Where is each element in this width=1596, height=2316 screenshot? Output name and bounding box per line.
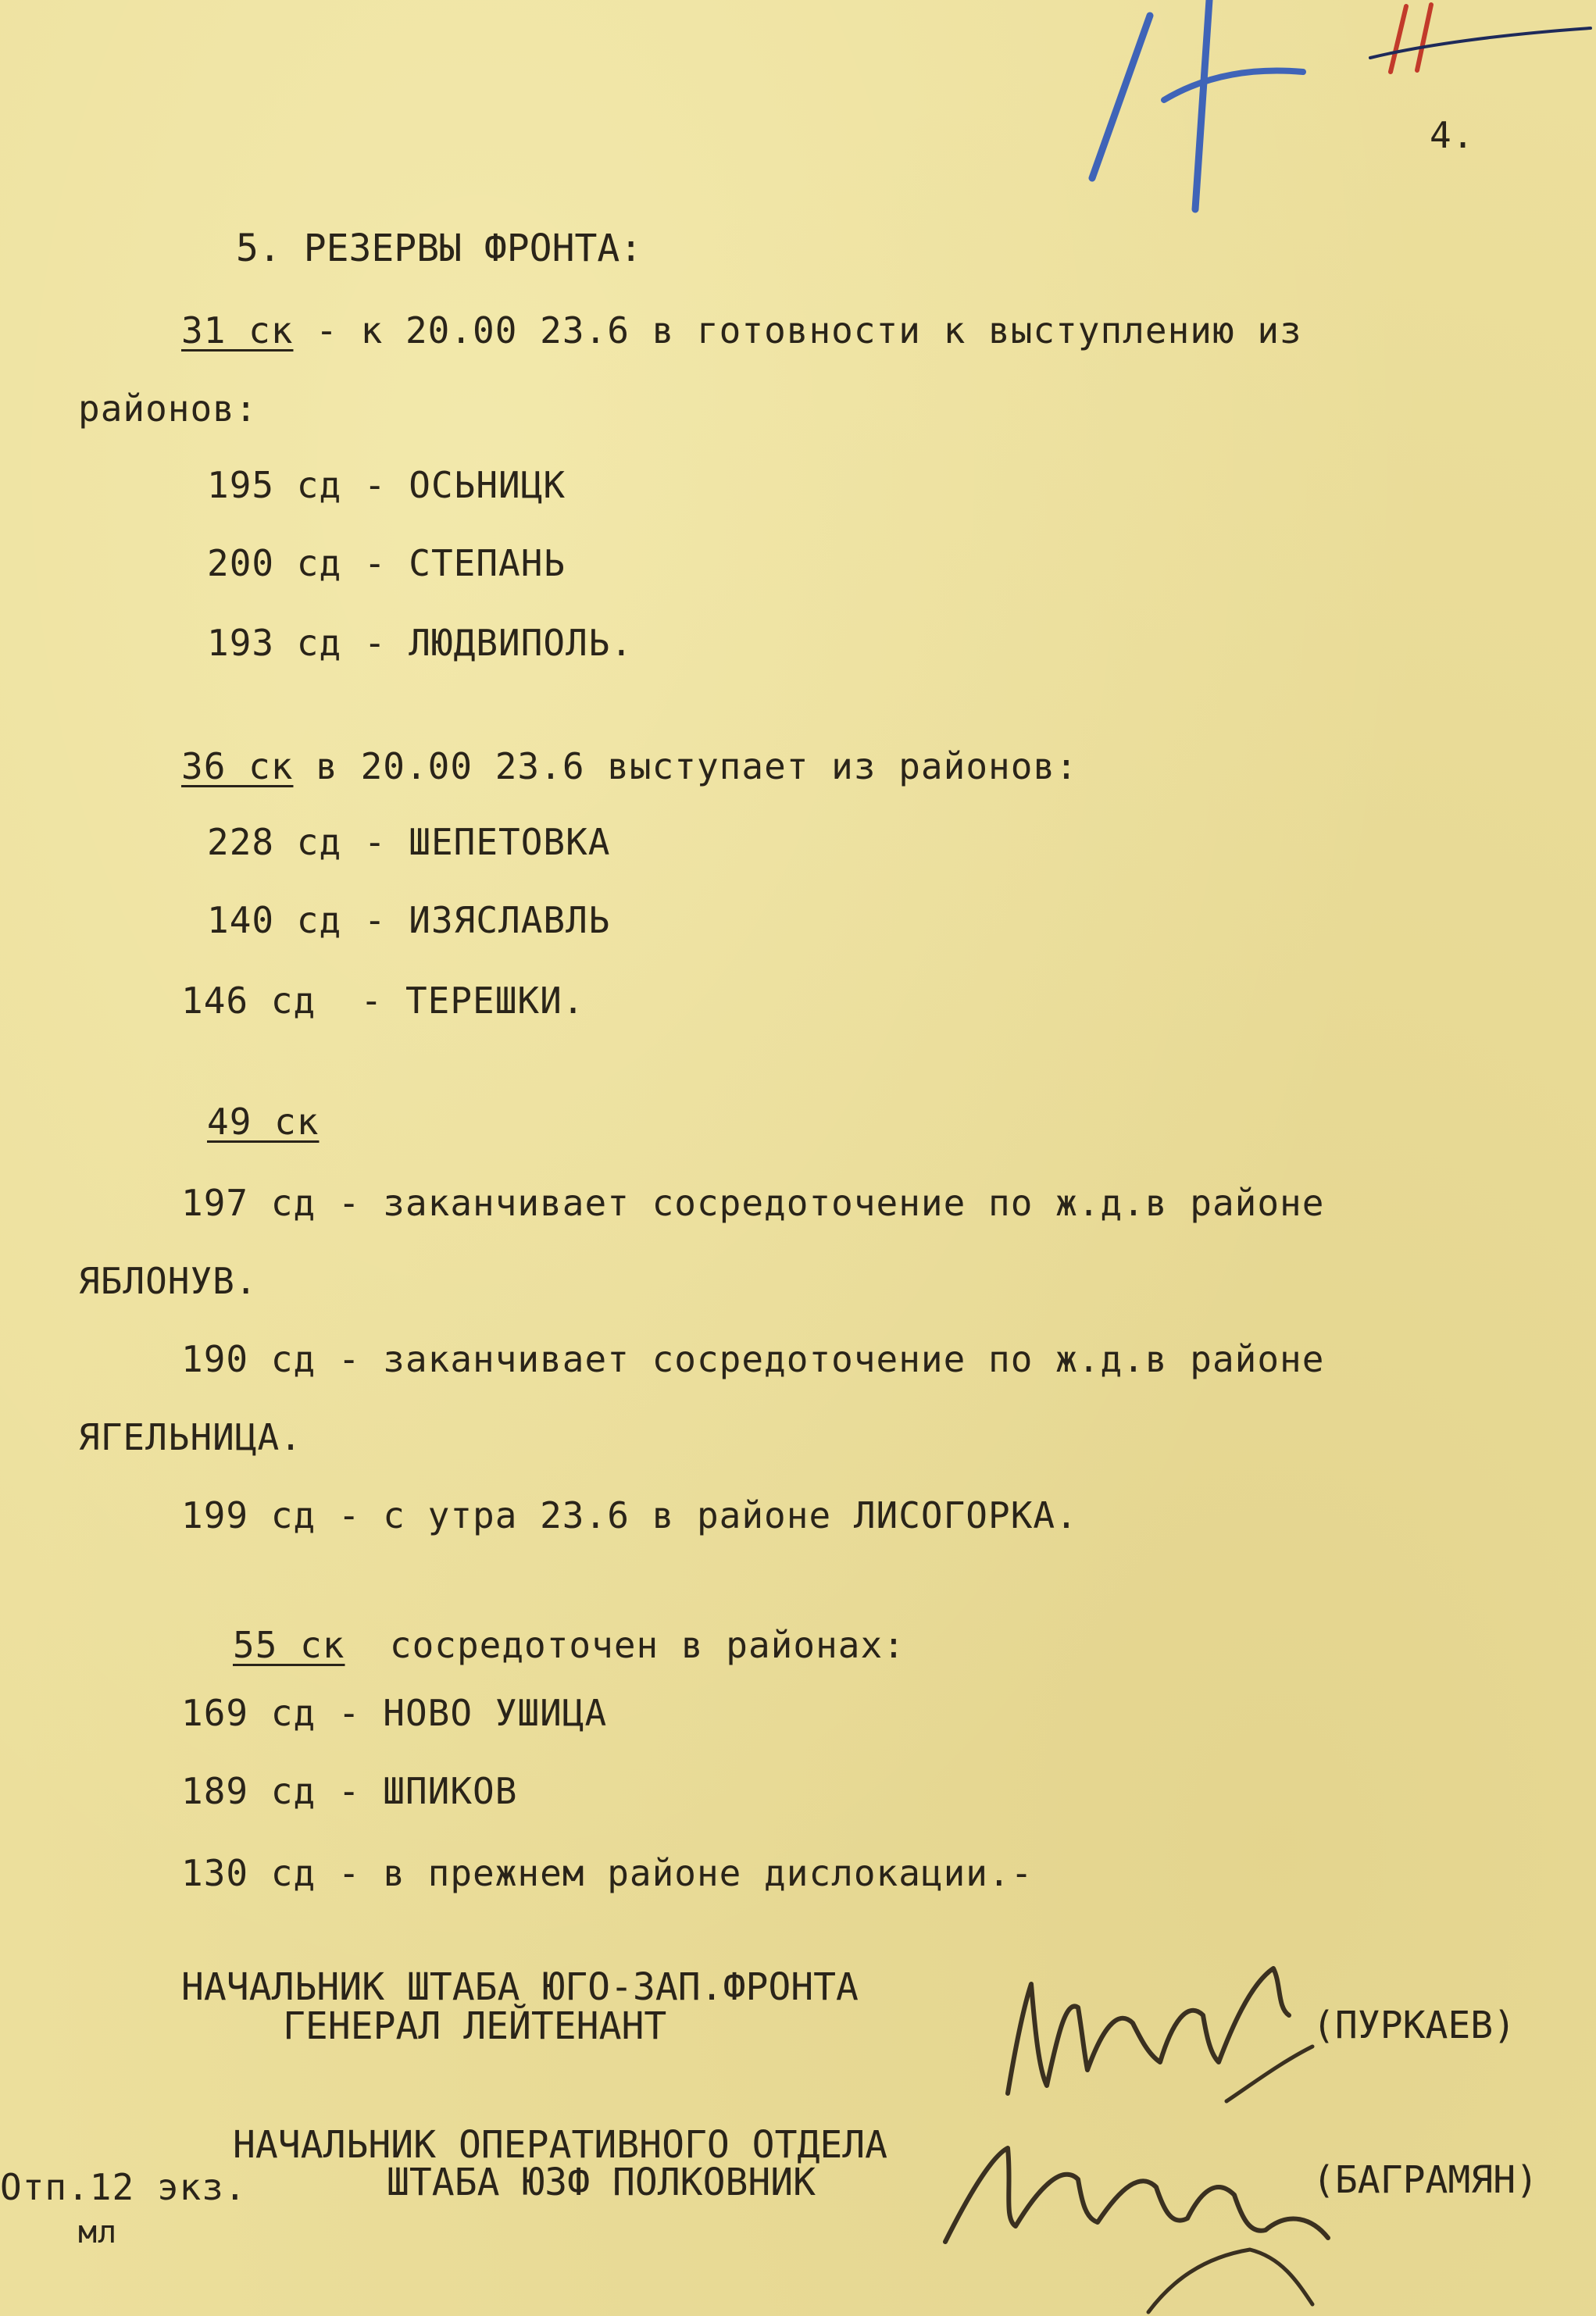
corps-36-division-2: 140 сд - ИЗЯСЛАВЛЬ bbox=[207, 899, 611, 941]
corps-49-line-2: ЯБЛОНУВ. bbox=[78, 1260, 258, 1302]
corps-31-text-cont: районов: bbox=[78, 387, 258, 430]
ops-chief-handwritten-signature bbox=[922, 2101, 1406, 2316]
corps-31-name: 31 ск bbox=[181, 309, 294, 352]
chief-of-staff-name: (ПУРКАЕВ) bbox=[1312, 2004, 1516, 2047]
chief-of-staff-handwritten-signature bbox=[992, 1937, 1320, 2117]
ops-chief-title-2: ШТАБА ЮЗФ ПОЛКОВНИК bbox=[387, 2161, 816, 2204]
corps-55-heading-line bbox=[233, 1623, 905, 1667]
corps-55-division-2: 189 сд - ШПИКОВ bbox=[181, 1770, 518, 1812]
typist-initials: мл bbox=[78, 2214, 118, 2250]
corps-49-name: 49 ск bbox=[207, 1101, 320, 1143]
corps-36-division-1: 228 сд - ШЕПЕТОВКА bbox=[207, 821, 611, 863]
ops-chief-title-1: НАЧАЛЬНИК ОПЕРАТИВНОГО ОТДЕЛА bbox=[233, 2123, 888, 2167]
corps-36-name: 36 ск bbox=[181, 745, 294, 787]
corps-31-text: - к 20.00 23.6 в готовности к выступлению из bbox=[293, 309, 1302, 352]
copies-note: Отп.12 экз. bbox=[0, 2166, 247, 2208]
chief-of-staff-title-2: ГЕНЕРАЛ ЛЕЙТЕНАНТ bbox=[283, 2004, 667, 2048]
red-pencil-mark bbox=[1359, 0, 1596, 86]
archive-number-mark bbox=[1078, 0, 1312, 227]
corps-49-line-3: 190 сд - заканчивает сосредоточение по ж.д.в районе bbox=[181, 1338, 1325, 1380]
corps-55-division-1: 169 сд - НОВО УШИЦА bbox=[181, 1692, 608, 1734]
corps-31-division-1: 195 сд - ОСЬНИЦК bbox=[207, 464, 566, 506]
corps-36-heading-line bbox=[181, 744, 1078, 788]
chief-of-staff-title-1: НАЧАЛЬНИК ШТАБА ЮГО-ЗАП.ФРОНТА bbox=[181, 1965, 859, 2009]
corps-31-division-2: 200 сд - СТЕПАНЬ bbox=[207, 542, 566, 584]
ops-chief-name: (БАГРАМЯН) bbox=[1312, 2158, 1538, 2202]
section-title: 5. РЕЗЕРВЫ ФРОНТА: bbox=[236, 227, 643, 270]
corps-36-text: в 20.00 23.6 выступает из районов: bbox=[293, 745, 1078, 787]
corps-31-heading-line bbox=[181, 309, 1302, 352]
corps-36-division-3: 146 сд - ТЕРЕШКИ. bbox=[181, 980, 585, 1022]
corps-55-text: сосредоточен в районах: bbox=[345, 1624, 905, 1666]
corps-49-line-4: ЯГЕЛЬНИЦА. bbox=[78, 1416, 302, 1458]
corps-49-line-1: 197 сд - заканчивает сосредоточение по ж.д.в районе bbox=[181, 1182, 1325, 1224]
corps-31-division-3: 193 сд - ЛЮДВИПОЛЬ. bbox=[207, 622, 634, 664]
page-number: 4. bbox=[1430, 114, 1475, 156]
corps-55-name: 55 ск bbox=[233, 1624, 345, 1666]
corps-49-line-5: 199 сд - с утра 23.6 в районе ЛИСОГОРКА. bbox=[181, 1494, 1078, 1536]
corps-55-division-3: 130 сд - в прежнем районе дислокации.- bbox=[181, 1852, 1034, 1894]
